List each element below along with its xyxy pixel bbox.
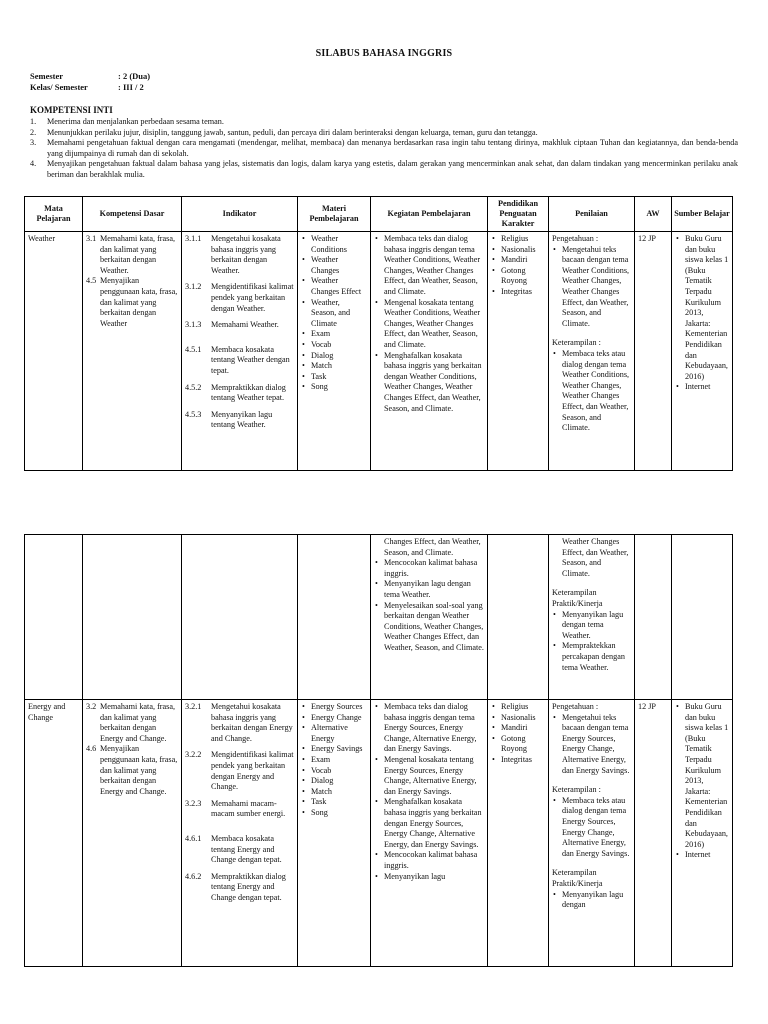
list-item: • Mengetahui teks bacaan dengan tema Weather Conditions, Weather Changes, Weather Changes Effect, dan Weather, Season, and Climate. [562, 245, 631, 330]
penilaian-list [552, 890, 631, 911]
penilaian-label: Pengetahuan : [552, 234, 599, 243]
list-item: • Religius [501, 702, 545, 713]
kegiatan-list [374, 702, 484, 882]
cell-indikator [182, 700, 298, 967]
penilaian-list [552, 713, 631, 777]
cell-kegiatan [371, 700, 488, 967]
list-item: • Weather Changes [311, 255, 367, 276]
penilaian-label: Keterampilan : [552, 785, 601, 795]
list-item: • Exam [311, 755, 367, 766]
list-item: • Buku Guru dan buku siswa kelas 1 (Buku Tematik Terpadu Kurikulum 2013, Jakarta: Kementerian Pendidikan dan Kebudayaan, 2016) [685, 234, 729, 382]
indicator-item [185, 383, 294, 404]
list-item: • Buku Guru dan buku siswa kelas 1 (Buku Tematik Terpadu Kurikulum 2013, Jakarta: Kementerian Pendidikan dan Kebudayaan, 2016) [685, 702, 729, 850]
indicator-number: 3.2.3 [185, 798, 202, 808]
list-item: • Gotong Royong [501, 266, 545, 287]
materi-list [301, 702, 367, 819]
list-item: • Vocab [311, 340, 367, 351]
ki-text: Menunjukkan perilaku jujur, disiplin, tanggung jawab, santun, peduli, dan percaya diri dalam berinteraksi dengan keluarga, teman, guru dan tetangga. [47, 127, 538, 137]
list-item: • Integritas [501, 755, 545, 766]
list-item: • Mengetahui teks bacaan dengan tema Energy Sources, Energy Change, Alternative Energy, dan Energy Savings. [562, 713, 631, 777]
indicator-text: Mengidentifikasi kalimat pendek yang berkaitan dengan Energy and Change. [211, 750, 294, 792]
kd-number: 3.1 [86, 234, 97, 243]
list-item: • Internet [685, 382, 729, 393]
cell-kegiatan [371, 535, 488, 700]
kd-text: Menyajikan penggunaan kata, frasa, dan kalimat yang berkaitan dengan Energy and Change. [100, 744, 178, 796]
cell-empty [182, 535, 298, 700]
penilaian-list [552, 796, 631, 860]
cell-aw [635, 700, 672, 967]
indicator-text: Mengidentifikasi kalimat pendek yang berkaitan dengan Weather. [211, 282, 294, 313]
kegiatan-continued: Changes Effect, dan Weather, Season, and Climate. [384, 537, 481, 557]
sumber-list [675, 234, 729, 393]
indicator-text: Memahami Weather. [211, 320, 279, 330]
indicator-text: Membaca kosakata tentang Weather dengan tepat. [211, 344, 290, 375]
ki-item [30, 159, 738, 180]
cell-karakter [488, 232, 549, 471]
column-header: Mata Pelajaran [25, 197, 83, 232]
indicator-item [185, 872, 294, 904]
indicator-text: Menyanyikan lagu tentang Weather. [211, 409, 273, 430]
table-header-row [25, 197, 733, 232]
indicator-item [185, 345, 294, 377]
list-item: • Mengenal kosakata tentang Energy Sources, Energy Change, Alternative Energy, dan Energy Savings. [384, 755, 484, 797]
list-item: • Mandiri [501, 723, 545, 734]
list-item: • Menghafalkan kosakata bahasa inggris yang berkaitan dengan Weather Conditions, Weather Changes, Weather Changes Effect, dan Weather, Season, and Climate. [384, 351, 484, 415]
indicator-text: Mempraktikkan dialog tentang Energy and Change dengan tepat. [211, 871, 286, 902]
cell-empty [83, 535, 182, 700]
indicator-item [185, 750, 294, 792]
indicator-number: 4.5.3 [185, 409, 202, 419]
indicator-number: 3.2.1 [185, 702, 202, 711]
kegiatan-list [374, 558, 484, 653]
column-header: Kompetensi Dasar [83, 197, 182, 232]
indicator-item [185, 320, 294, 331]
list-item: • Energy Savings [311, 744, 367, 755]
indicator-number: 4.6.1 [185, 833, 202, 843]
indicator-item [185, 234, 294, 276]
meta-row [30, 71, 150, 82]
aw-value: 12 JP [638, 702, 656, 711]
list-item: • Membaca teks atau dialog dengan tema Weather Conditions, Weather Changes, Weather Changes Effect, dan Weather, Season, and Climate. [562, 349, 631, 434]
indicator-text: Mempraktikkan dialog tentang Weather tepat. [211, 382, 286, 403]
list-item: • Exam [311, 329, 367, 340]
cell-penilaian [549, 535, 635, 700]
list-item: • Nasionalis [501, 245, 545, 256]
list-item: • Menyanyikan lagu dengan [562, 890, 631, 911]
table-row [25, 232, 733, 471]
kd-number: 4.6 [86, 744, 97, 754]
list-item: • Song [311, 382, 367, 393]
indicator-item [185, 282, 294, 314]
meta-value: : 2 (Dua) [118, 71, 151, 81]
list-item: • Match [311, 787, 367, 798]
cell-empty [635, 535, 672, 700]
cell-sumber [672, 232, 733, 471]
indicator-item [185, 702, 294, 744]
ki-item [30, 117, 738, 128]
ki-number: 3. [30, 138, 37, 148]
cell-indikator [182, 232, 298, 471]
list-item: • Nasionalis [501, 713, 545, 724]
karakter-list [491, 234, 545, 298]
ki-number: 1. [30, 117, 37, 126]
cell-aw [635, 232, 672, 471]
penilaian-label: Keterampilan Praktik/Kinerja [552, 588, 603, 608]
list-item: • Alternative Energy [311, 723, 367, 744]
ki-text: Menyajikan pengetahuan faktual dalam bahasa yang jelas, sistematis dan logis, dalam karya yang estetis, dalam gerakan yang mencerminkan anak sehat, dan dalam tindakan yang mencerminkan perilaku anak beriman dan berakhlak mulia. [47, 159, 738, 179]
list-item: • Menyanyikan lagu dengan tema Weather. [384, 579, 484, 600]
indicator-number: 4.6.2 [185, 871, 202, 881]
cell-subject [25, 232, 83, 471]
ki-heading: KOMPETENSI INTI [30, 105, 113, 115]
column-header: Materi Pembelajaran [298, 197, 371, 232]
ki-text: Menerima dan menjalankan perbedaan sesama teman. [47, 117, 224, 126]
list-item: • Menyanyikan lagu dengan tema Weather. [562, 610, 631, 642]
list-item: • Gotong Royong [501, 734, 545, 755]
cell-penilaian [549, 700, 635, 967]
indicator-text: Mengetahui kosakata bahasa inggris yang berkaitan dengan Energy and Change. [211, 702, 293, 743]
list-item: • Match [311, 361, 367, 372]
penilaian-list [552, 349, 631, 434]
kd-item [86, 744, 178, 797]
indicator-number: 3.1.2 [185, 282, 202, 292]
list-item: • Task [311, 372, 367, 383]
indicator-number: 4.5.2 [185, 382, 202, 392]
list-item: • Menghafalkan kosakata bahasa inggris yang berkaitan dengan Energy Sources, Energy Change, Alternative Energy, dan Energy Savings. [384, 797, 484, 850]
list-item: • Energy Sources [311, 702, 367, 713]
penilaian-list [552, 610, 631, 674]
table-row [25, 535, 733, 700]
list-item: • Internet [685, 850, 729, 861]
ki-number: 2. [30, 127, 37, 137]
meta-label: Semester [30, 71, 64, 81]
list-item: • Weather, Season, and Climate [311, 298, 367, 330]
list-item: • Energy Change [311, 713, 367, 724]
cell-penilaian [549, 232, 635, 471]
table-row [25, 700, 733, 967]
kd-text: Memahami kata, frasa, dan kalimat yang berkaitan dengan Energy and Change. [100, 702, 176, 743]
list-item: • Mencocokan kalimat bahasa inggris. [384, 850, 484, 871]
penilaian-label: Keterampilan Praktik/Kinerja [552, 868, 603, 888]
column-header: Penilaian [549, 197, 635, 232]
column-header: Pendidikan Penguatan Karakter [488, 197, 549, 232]
list-item: • Menyelesaikan soal-soal yang berkaitan dengan Weather Conditions, Weather Changes, Weather Changes Effect, dan Weather, Season, and Climate. [384, 601, 484, 654]
list-item: • Mengenal kosakata tentang Weather Conditions, Weather Changes, Weather Changes Effect, dan Weather, Season, and Climate. [384, 298, 484, 351]
list-item: • Mencocokan kalimat bahasa inggris. [384, 558, 484, 579]
subject-name: Weather [28, 234, 56, 243]
penilaian-continued: Weather Changes Effect, dan Weather, Season, and Climate. [562, 537, 629, 578]
list-item: • Weather Changes Effect [311, 276, 367, 297]
cell-kd [83, 232, 182, 471]
cell-empty [488, 535, 549, 700]
indicator-number: 3.1.1 [185, 234, 202, 243]
karakter-list [491, 702, 545, 766]
indicator-text: Memahami macam-macam sumber energi. [211, 798, 286, 819]
kd-text: Memahami kata, frasa, dan kalimat yang berkaitan dengan Weather. [100, 234, 176, 275]
indicator-number: 3.1.3 [185, 320, 202, 330]
list-item: • Religius [501, 234, 545, 245]
cell-materi [298, 232, 371, 471]
list-item: • Membaca teks dan dialog bahasa inggris dengan tema Weather Conditions, Weather Changes, Weather Changes Effect, dan Weather, Season, and Climate. [384, 234, 484, 298]
cell-empty [298, 535, 371, 700]
list-item: • Task [311, 797, 367, 808]
cell-materi [298, 700, 371, 967]
ki-text: Memahami pengetahuan faktual dengan cara mengamati (mendengar, melihat, membaca) dan menanya berdasarkan rasa ingin tahu tentang dirinya, makhluk ciptaan Tuhan dan kegiatannya, dan benda-benda yang dijumpainya di rumah dan di sekolah. [47, 138, 738, 158]
penilaian-list [552, 245, 631, 330]
list-item: • Mempraktekkan percakapan dengan tema Weather. [562, 641, 631, 673]
indicator-item [185, 410, 294, 431]
meta-label: Kelas/ Semester [30, 82, 88, 92]
ki-item [30, 128, 738, 139]
cell-kegiatan [371, 232, 488, 471]
list-item: • Menyanyikan lagu [384, 872, 484, 883]
penilaian-label: Keterampilan : [552, 338, 601, 348]
list-item: • Dialog [311, 351, 367, 362]
list-item: • Dialog [311, 776, 367, 787]
page-title: SILABUS BAHASA INGGRIS [315, 48, 453, 59]
column-header: Sumber Belajar [672, 197, 733, 232]
indicator-number: 4.5.1 [185, 344, 202, 354]
cell-kd [83, 700, 182, 967]
list-item: • Integritas [501, 287, 545, 298]
list-item: • Song [311, 808, 367, 819]
penilaian-label: Pengetahuan : [552, 702, 599, 711]
ki-number: 4. [30, 159, 37, 169]
materi-list [301, 234, 367, 393]
list-item: • Membaca teks atau dialog dengan tema Energy Sources, Energy Change, Alternative Energy, dan Energy Savings. [562, 796, 631, 860]
meta-row [30, 82, 150, 93]
ki-list [30, 117, 738, 181]
cell-empty [672, 535, 733, 700]
subject-name: Energy and Change [28, 702, 66, 722]
list-item: • Membaca teks dan dialog bahasa inggris dengan tema Energy Sources, Energy Change, Alternative Energy, dan Energy Savings. [384, 702, 484, 755]
cell-subject [25, 700, 83, 967]
indicator-text: Mengetahui kosakata bahasa inggris yang berkaitan dengan Weather. [211, 234, 281, 275]
syllabus-table-part-1 [24, 196, 733, 471]
column-header: AW [635, 197, 672, 232]
column-header: Kegiatan Pembelajaran [371, 197, 488, 232]
syllabus-table-part-2 [24, 534, 733, 967]
kd-item [86, 234, 178, 276]
kegiatan-list [374, 234, 484, 414]
indicator-text: Membaca kosakata tentang Energy and Change dengan tepat. [211, 833, 282, 865]
kd-number: 3.2 [86, 702, 97, 711]
aw-value: 12 JP [638, 234, 656, 243]
list-item: • Weather Conditions [311, 234, 367, 255]
kd-text: Menyajikan penggunaan kata, frasa, dan kalimat yang berkaitan dengan Weather [100, 276, 178, 328]
ki-item [30, 138, 738, 159]
sumber-list [675, 702, 729, 861]
cell-sumber [672, 700, 733, 967]
kd-item [86, 276, 178, 329]
indicator-number: 3.2.2 [185, 750, 202, 760]
cell-empty [25, 535, 83, 700]
document-meta [30, 71, 150, 93]
cell-karakter [488, 700, 549, 967]
list-item: • Vocab [311, 766, 367, 777]
list-item: • Mandiri [501, 255, 545, 266]
kd-number: 4.5 [86, 276, 97, 286]
kd-item [86, 702, 178, 744]
indicator-item [185, 799, 294, 820]
indicator-item [185, 834, 294, 866]
column-header: Indikator [182, 197, 298, 232]
meta-value: : III / 2 [118, 82, 144, 92]
